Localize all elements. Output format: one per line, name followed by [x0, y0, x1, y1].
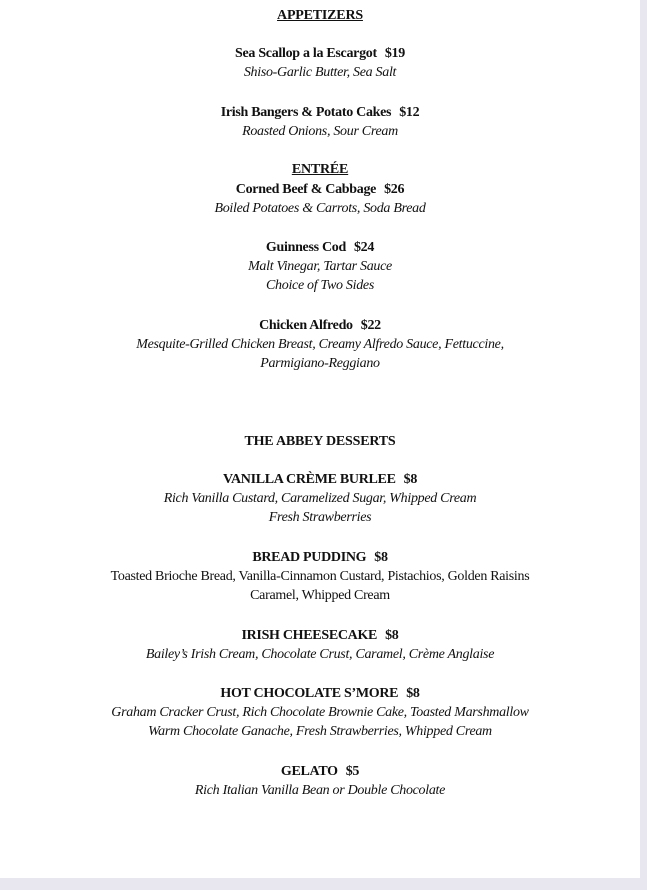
item-price: $24 [353, 240, 375, 255]
menu-item [0, 548, 640, 605]
menu-item [0, 470, 640, 527]
item-description: Fresh Strawberries [268, 510, 372, 525]
item-name: BREAD PUDDING $8 [252, 550, 388, 565]
menu-item [0, 44, 640, 82]
item-description: Bailey’s Irish Cream, Chocolate Crust, Caramel, Crème Anglaise [145, 647, 495, 662]
item-name: IRISH CHEESECAKE $8 [241, 628, 399, 643]
menu-item [0, 238, 640, 295]
item-name: GELATO $5 [280, 764, 360, 779]
menu-item [0, 180, 640, 218]
item-description: Boiled Potatoes & Carrots, Soda Bread [214, 201, 426, 216]
item-name: Irish Bangers & Potato Cakes $12 [220, 105, 420, 120]
item-price: $22 [360, 318, 381, 333]
item-price: $19 [384, 46, 405, 61]
section-entree [0, 160, 640, 179]
item-description: Toasted Brioche Bread, Vanilla-Cinnamon Custard, Pistachios, Golden Raisins [110, 569, 530, 584]
item-name: Chicken Alfredo $22 [259, 318, 381, 333]
menu-item [0, 626, 640, 664]
item-price: $12 [399, 105, 420, 120]
item-price: $8 [403, 472, 418, 487]
item-description: Graham Cracker Crust, Rich Chocolate Brownie Cake, Toasted Marshmallow [111, 705, 529, 720]
item-description: Choice of Two Sides [266, 278, 374, 293]
menu-item [0, 316, 640, 373]
item-description: Mesquite-Grilled Chicken Breast, Creamy Alfredo Sauce, Fettuccine, [136, 337, 504, 352]
menu-item [0, 762, 640, 800]
section-desserts [0, 432, 640, 451]
item-description: Malt Vinegar, Tartar Sauce [248, 259, 392, 274]
item-name: Corned Beef & Cabbage $26 [235, 182, 405, 197]
section-appetizers [0, 6, 640, 25]
item-description: Shiso-Garlic Butter, Sea Salt [243, 65, 397, 80]
item-name: VANILLA CRÈME BURLEE $8 [222, 472, 418, 487]
item-price: $5 [345, 764, 360, 779]
item-description: Rich Vanilla Custard, Caramelized Sugar, Whipped Cream [163, 491, 477, 506]
section-title: ENTRÉE [291, 162, 349, 177]
item-price: $8 [406, 686, 420, 701]
item-name: Guinness Cod $24 [265, 240, 375, 255]
item-name: HOT CHOCOLATE S’MORE $8 [220, 686, 420, 701]
item-description: Warm Chocolate Ganache, Fresh Strawberries, Whipped Cream [148, 724, 492, 739]
item-name: Sea Scallop a la Escargot $19 [235, 46, 405, 61]
item-description: Roasted Onions, Sour Cream [242, 124, 398, 139]
section-title: THE ABBEY DESSERTS [244, 434, 396, 449]
item-price: $26 [384, 182, 405, 197]
item-description: Rich Italian Vanilla Bean or Double Chocolate [194, 783, 446, 798]
item-description: Parmigiano-Reggiano [260, 356, 380, 371]
item-price: $8 [374, 550, 388, 565]
menu-item [0, 684, 640, 741]
item-description: Caramel, Whipped Cream [250, 588, 390, 603]
section-title: APPETIZERS [277, 8, 363, 23]
item-price: $8 [385, 628, 399, 643]
menu-item [0, 103, 640, 141]
